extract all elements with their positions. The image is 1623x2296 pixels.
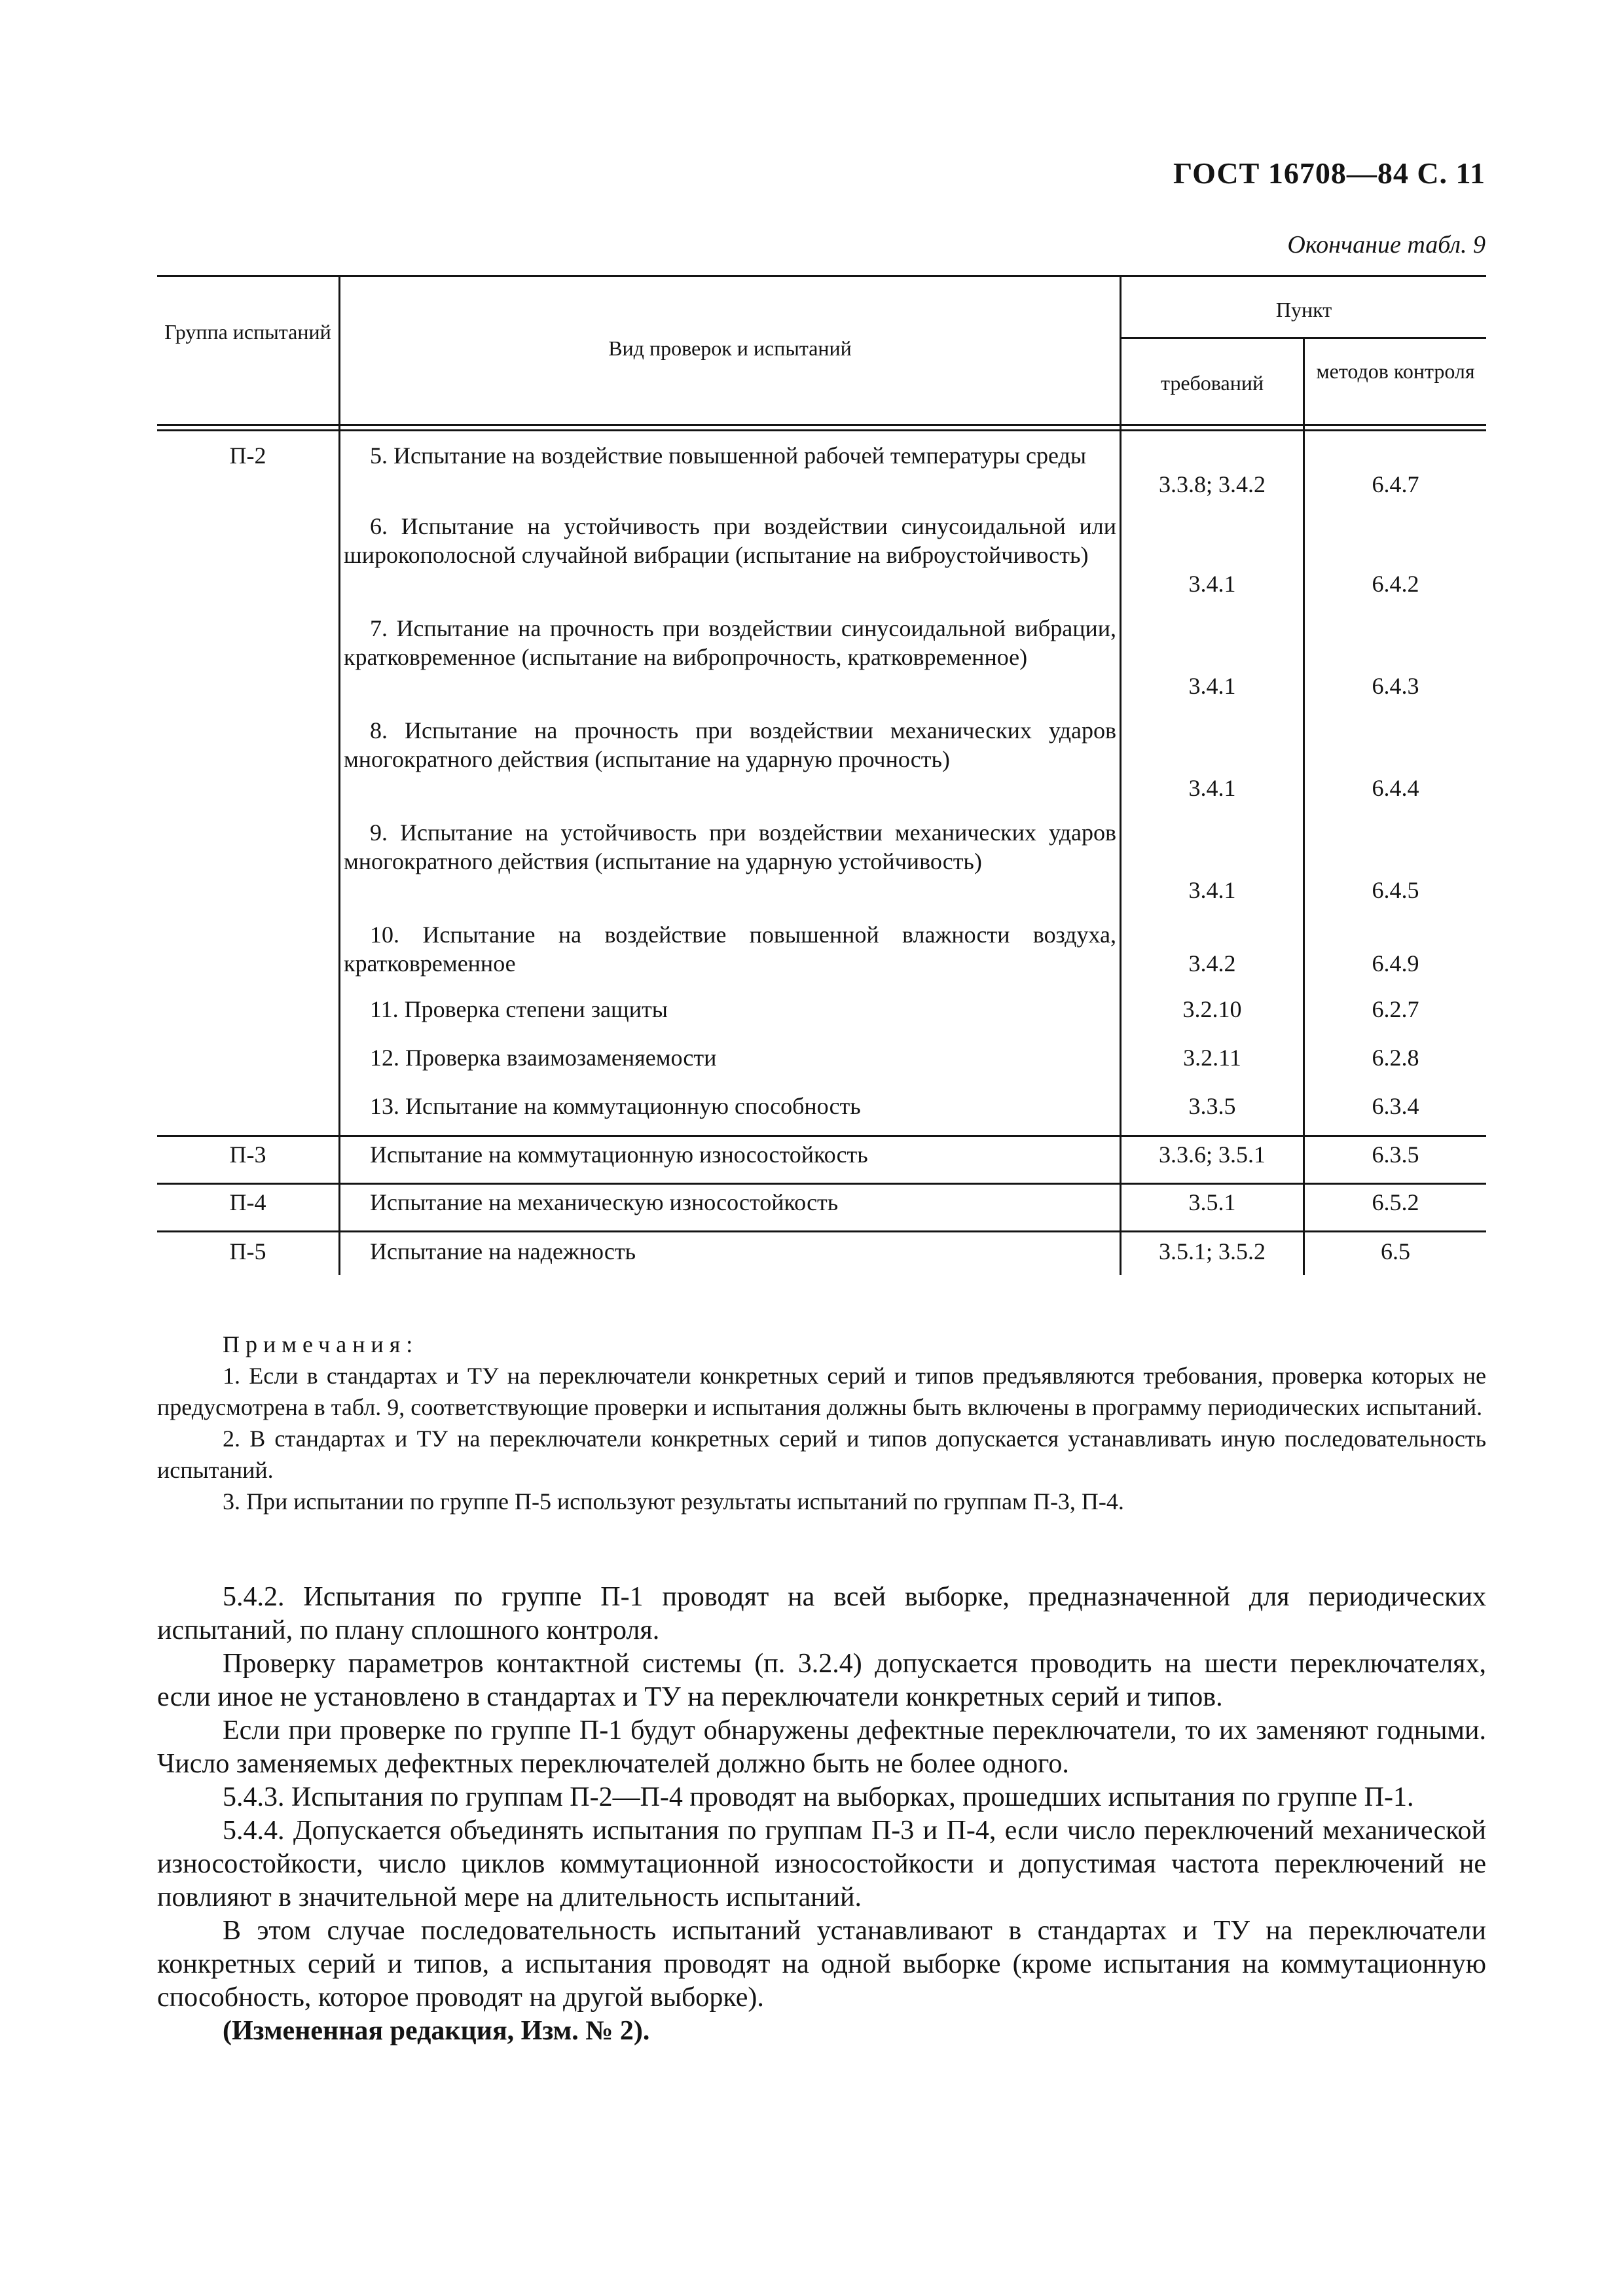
table-row-method: 6.2.8 xyxy=(1372,1045,1419,1071)
table-row-req: 3.3.8; 3.4.2 xyxy=(1158,471,1266,497)
paragraph: 5.4.4. Допускается объединять испытания по группам П-3 и П-4, если число переключений механической износостойкости, число циклов коммутационной износостойкости и допустимая частота переключений не повлияют в значительной мере на длительность испытаний. xyxy=(157,1816,1486,1912)
note-item: 1. Если в стандартах и ТУ на переключатели конкретных серий и типов предъявляются требования, проверка которых не предусмотрена в табл. 9, соответствующие проверки и испытания должны быть включены в программу периодических испытаний. xyxy=(157,1363,1486,1420)
row-rule xyxy=(157,1230,1486,1232)
table-top-rule xyxy=(157,275,1486,277)
header-point: Пункт xyxy=(1275,298,1332,321)
paragraph: В этом случае последовательность испытаний устанавливают в стандартах и ТУ на переключатели конкретных серий и типов, а испытания проводят на одной выборке (кроме испытания на коммутационную способность, которое проводят на другой выборке). xyxy=(157,1916,1486,2013)
table-row-group: П-2 xyxy=(229,442,266,469)
table-row-method: 6.3.5 xyxy=(1372,1141,1419,1168)
table-row-method: 6.5 xyxy=(1381,1238,1410,1265)
table-row-text: 5. Испытание на воздействие повышенной рабочей температуры среды xyxy=(370,442,1087,469)
header-methods: методов контроля xyxy=(1316,359,1475,383)
table-row-method: 6.2.7 xyxy=(1372,996,1419,1022)
notes-title: Примечания: xyxy=(223,1331,419,1357)
table-row-req: 3.4.1 xyxy=(1188,673,1236,699)
note-item: 3. При испытании по группе П-5 используют результаты испытаний по группам П-3, П-4. xyxy=(223,1488,1124,1515)
table-row-text: Испытание на надежность xyxy=(370,1238,636,1265)
note-item: 2. В стандартах и ТУ на переключатели конкретных серий и типов допускается устанавливать иную последовательность испытаний. xyxy=(157,1426,1486,1483)
table-row-text: 11. Проверка степени защиты xyxy=(370,996,668,1022)
paragraph: Проверку параметров контактной системы (п. 3.2.4) допускается проводить на шести переключателях, если иное не установлено в стандартах и ТУ на переключатели конкретных серий и типов. xyxy=(157,1649,1486,1712)
table-row-text: 6. Испытание на устойчивость при воздействии синусоидальной или широкополосной случайной вибрации (испытание на виброустойчивость) xyxy=(344,513,1116,568)
table-row-req: 3.4.2 xyxy=(1188,950,1236,977)
header-type: Вид проверок и испытаний xyxy=(608,336,852,360)
table-row-req: 3.5.1 xyxy=(1188,1189,1236,1215)
table-row-text: 10. Испытание на воздействие повышенной влажности воздуха, кратковременное xyxy=(344,922,1116,977)
table-row-method: 6.4.3 xyxy=(1372,673,1419,699)
header-requirements: требований xyxy=(1160,371,1264,395)
revision-note: (Измененная редакция, Изм. № 2). xyxy=(223,2016,650,2046)
table-row-text: 13. Испытание на коммутационную способность xyxy=(370,1093,861,1119)
table-continuation-label: Окончание табл. 9 xyxy=(1287,231,1486,259)
body-text xyxy=(157,1581,1486,2048)
col-rule xyxy=(338,275,340,1275)
table-row-req: 3.4.1 xyxy=(1188,775,1236,801)
table-row-text: 12. Проверка взаимозаменяемости xyxy=(370,1045,717,1071)
table-row-req: 3.5.1; 3.5.2 xyxy=(1158,1238,1266,1265)
page-header: ГОСТ 16708—84 С. 11 xyxy=(1173,156,1486,190)
header-double-rule xyxy=(157,424,1486,426)
table-row-method: 6.4.5 xyxy=(1372,877,1419,903)
paragraph: 5.4.3. Испытания по группам П-2—П-4 проводят на выборках, прошедших испытания по группе П-1. xyxy=(223,1782,1414,1812)
table-row-group: П-4 xyxy=(229,1189,266,1215)
table-row-req: 3.3.6; 3.5.1 xyxy=(1158,1141,1266,1168)
paragraph: Если при проверке по группе П-1 будут обнаружены дефектные переключатели, то их заменяют годными. Число заменяемых дефектных переключателей должно быть не более одного. xyxy=(157,1715,1486,1779)
row-rule xyxy=(157,1183,1486,1185)
row-rule xyxy=(157,1135,1486,1137)
table-row-req: 3.3.5 xyxy=(1188,1093,1236,1119)
table-row-text: Испытание на механическую износостойкость xyxy=(370,1189,839,1215)
inspection-table xyxy=(157,275,1486,1275)
table-row-req: 3.2.10 xyxy=(1182,996,1242,1022)
table-row-group: П-3 xyxy=(229,1141,266,1168)
table-row-method: 6.4.2 xyxy=(1372,571,1419,597)
table-row-text: 9. Испытание на устойчивость при воздействии механических ударов многократного действия (испытание на ударную устойчивость) xyxy=(344,819,1116,874)
table-row-method: 6.4.4 xyxy=(1372,775,1419,801)
table-row-text: Испытание на коммутационную износостойкость xyxy=(370,1141,868,1168)
table-row-group: П-5 xyxy=(229,1238,266,1265)
table-row-text: 8. Испытание на прочность при воздействии механических ударов многократного действия (испытание на ударную прочность) xyxy=(344,717,1116,772)
table-row-text: 7. Испытание на прочность при воздействии синусоидальной вибрации, кратковременное (испытание на вибропрочность, кратковременное) xyxy=(344,615,1116,670)
table-row-method: 6.4.7 xyxy=(1372,471,1419,497)
table-row-method: 6.3.4 xyxy=(1372,1093,1419,1119)
paragraph: 5.4.2. Испытания по группе П-1 проводят на всей выборке, предназначенной для периодических испытаний, по плану сплошного контроля. xyxy=(157,1582,1486,1645)
table-row-req: 3.2.11 xyxy=(1183,1045,1241,1071)
header-group: Группа испытаний xyxy=(164,320,331,344)
notes-block xyxy=(157,1329,1486,1517)
table-row-req: 3.4.1 xyxy=(1188,571,1236,597)
table-row-method: 6.4.9 xyxy=(1372,950,1419,977)
table-row-req: 3.4.1 xyxy=(1188,877,1236,903)
table-row-method: 6.5.2 xyxy=(1372,1189,1419,1215)
